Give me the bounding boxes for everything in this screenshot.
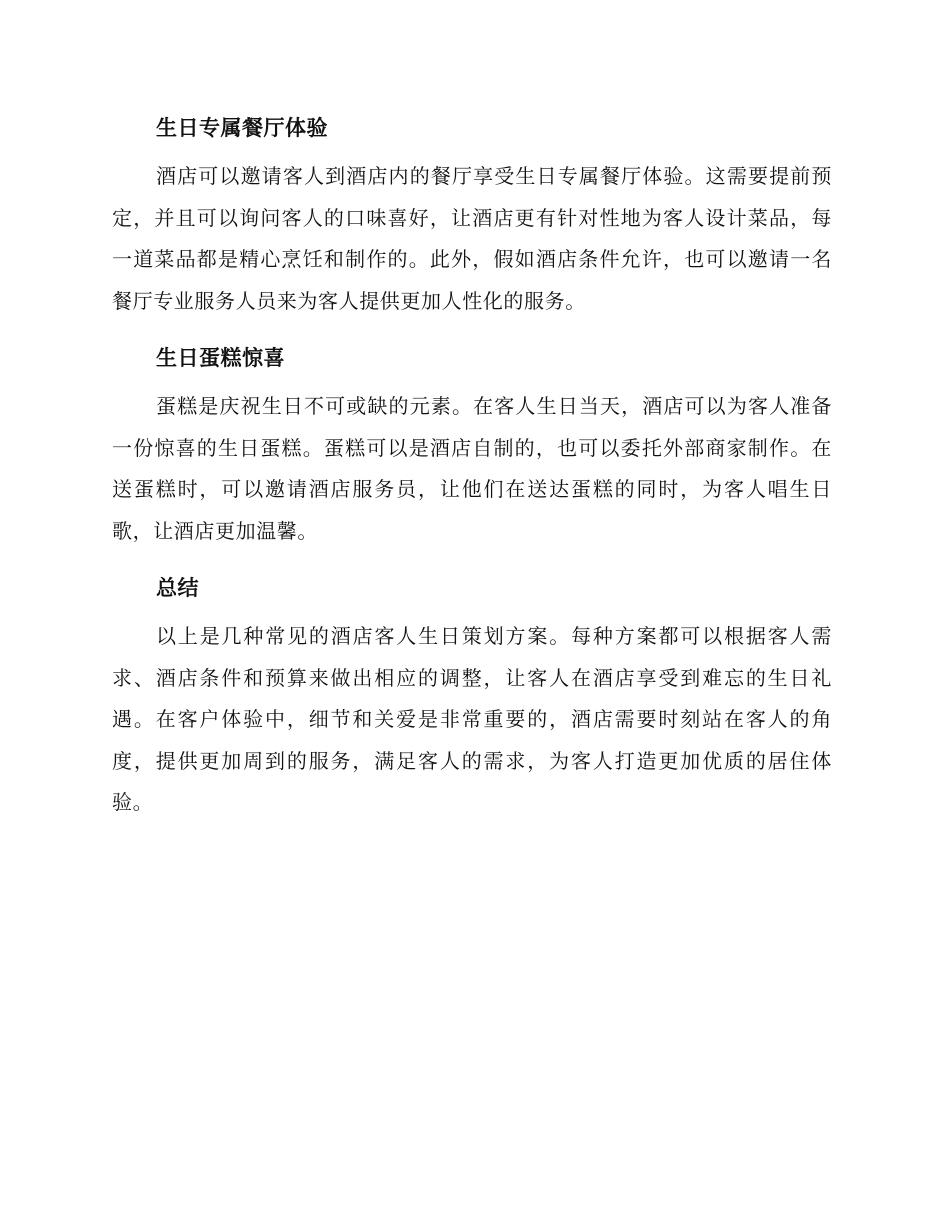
document-body xyxy=(112,108,832,840)
section-paragraph-restaurant: 酒店可以邀请客人到酒店内的餐厅享受生日专属餐厅体验。这需要提前预定，并且可以询问客人的口味喜好，让酒店更有针对性地为客人设计菜品，每一道菜品都是精心烹饪和制作的。此外，假如酒店条件允许，也可以邀请一名餐厅专业服务人员来为客人提供更加人性化的服务。 xyxy=(112,164,832,313)
section-heading-summary: 总结 xyxy=(156,576,199,600)
section-paragraph-cake: 蛋糕是庆祝生日不可或缺的元素。在客人生日当天，酒店可以为客人准备一份惊喜的生日蛋糕。蛋糕可以是酒店自制的，也可以委托外部商家制作。在送蛋糕时，可以邀请酒店服务员，让他们在送达蛋糕的同时，为客人唱生日歌，让酒店更加温馨。 xyxy=(112,394,832,543)
section-paragraph-summary: 以上是几种常见的酒店客人生日策划方案。每种方案都可以根据客人需求、酒店条件和预算来做出相应的调整，让客人在酒店享受到难忘的生日礼遇。在客户体验中，细节和关爱是非常重要的，酒店需要时刻站在客人的角度，提供更加周到的服务，满足客人的需求，为客人打造更加优质的居住体验。 xyxy=(112,624,832,814)
section-heading-cake: 生日蛋糕惊喜 xyxy=(156,346,285,370)
section-heading-restaurant: 生日专属餐厅体验 xyxy=(156,116,328,140)
